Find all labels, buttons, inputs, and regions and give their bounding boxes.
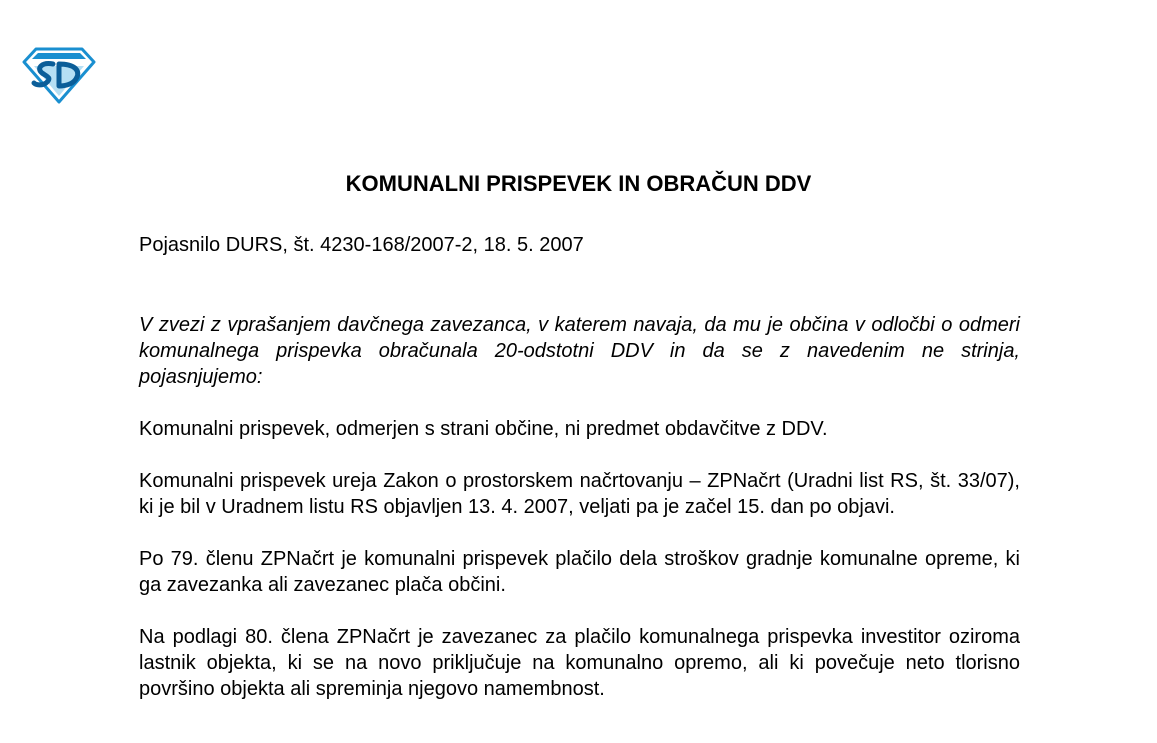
body-paragraph: Komunalni prispevek ureja Zakon o prostorskem načrtovanju – ZPNačrt (Uradni list RS, št. 33/07), ki je bil v Uradnem listu RS objavljen 13. 4. 2007, veljati pa je začel 15. dan po objavi. bbox=[139, 470, 1020, 518]
document-body bbox=[139, 312, 1020, 728]
intro-paragraph: V zvezi z vprašanjem davčnega zavezanca, v katerem navaja, da mu je občina v odločbi o odmeri komunalnega prispevka obračunala 20-odstotni DDV in da se z navedenim ne strinja, pojasnjujemo: bbox=[139, 314, 1020, 388]
document-subtitle: Pojasnilo DURS, št. 4230-168/2007-2, 18. 5. 2007 bbox=[139, 234, 584, 256]
body-paragraph: Na podlagi 80. člena ZPNačrt je zavezanec za plačilo komunalnega prispevka investitor oziroma lastnik objekta, ki se na novo priključuje na komunalno opremo, ali ki povečuje neto tlorisno površino objekta ali spreminja njegovo namembnost. bbox=[139, 626, 1020, 700]
body-paragraph: Komunalni prispevek, odmerjen s strani občine, ni predmet obdavčitve z DDV. bbox=[139, 418, 828, 440]
sd-shield-logo-icon bbox=[22, 46, 96, 104]
body-paragraph: Po 79. členu ZPNačrt je komunalni prispevek plačilo dela stroškov gradnje komunalne opreme, ki ga zavezanka ali zavezanec plača občini. bbox=[139, 548, 1020, 596]
document-title: KOMUNALNI PRISPEVEK IN OBRAČUN DDV bbox=[345, 171, 812, 196]
